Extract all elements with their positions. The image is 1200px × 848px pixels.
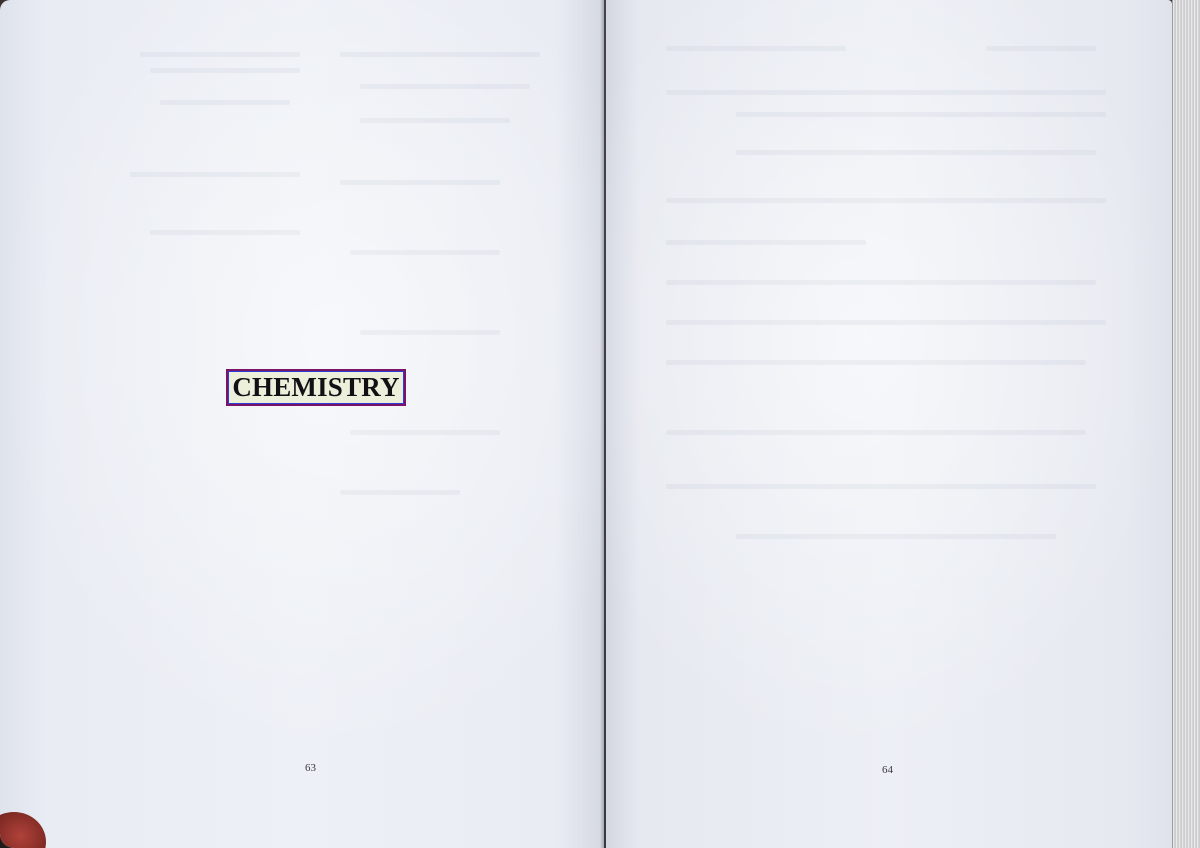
chapter-heading: CHEMISTRY	[232, 372, 400, 402]
reader-thumb	[0, 812, 46, 848]
page-edges	[1172, 0, 1200, 848]
left-page-number: 63	[305, 762, 316, 774]
highlighted-heading-box	[226, 369, 406, 406]
right-page	[606, 0, 1172, 848]
right-page-number: 64	[882, 764, 893, 776]
